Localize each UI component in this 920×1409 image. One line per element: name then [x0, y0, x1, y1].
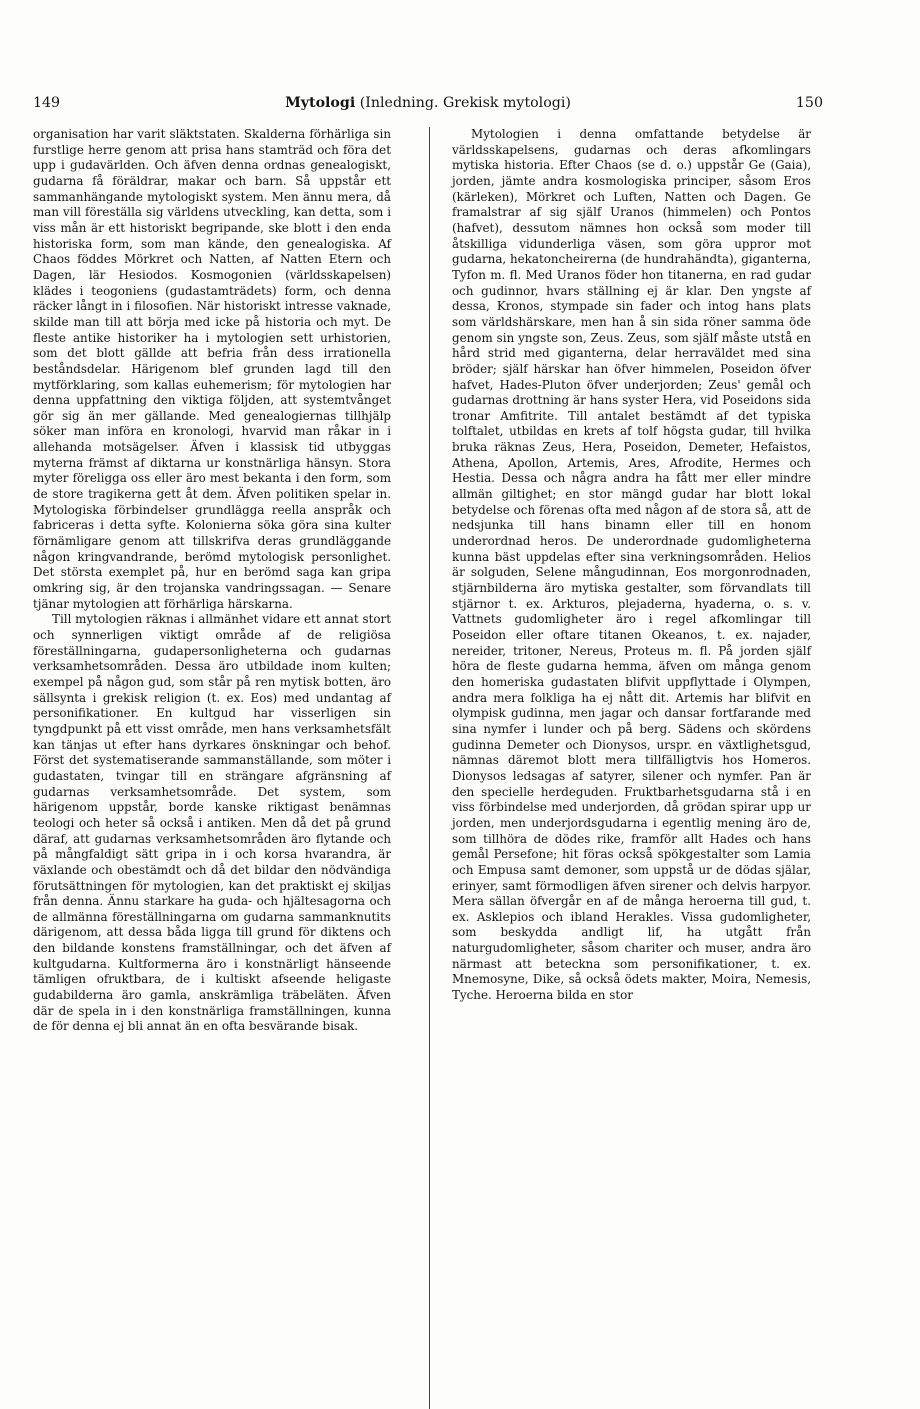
running-title: [33, 92, 823, 114]
running-title-sub: (Inledning. Grekisk mytologi): [359, 95, 571, 111]
page-number-left: 149: [33, 95, 61, 111]
running-title-main: Mytologi: [285, 95, 356, 111]
page-number-right: 150: [795, 95, 823, 111]
column-divider: [429, 127, 430, 1409]
left-paragraph-1: organisation har varit släktstaten. Skalderna förhärliga sin furstlige herre genom att prisa hans stamträd och föra det upp i gudavärlden. Och äfven denna ordnas genealogiskt, gudarna få föräldrar, makar och barn. Så uppstår ett sammanhängande mytologiskt system. Men ännu mera, då man vill föreställa sig världens utveckling, kan detta, som i viss mån är ett historiskt begripande, ske blott i den enda historiska form, som man kände, den genealogiska. Af Chaos föddes Mörkret och Natten, af Natten Etern och Dagen, lär Hesiodos. Kosmogonien (världsskapelsen) klädes i teogoniens (gudastamträdets) form, och denna räcker långt in i filosofien. När historiskt intresse vaknade, skilde man till att börja med icke på historia och myt. De fleste antike historiker ha i mytologien sett urhistorien, som det blott gällde att befria från dess irrationella beståndsdelar. Härigenom blef grunden lagd till den mytförklaring, som kallas euhemerism; för mytologien har denna uppfattning den viktiga följden, att systemtvånget gör sig än mer gällande. Med genealogiernas tillhjälp söker man införa en kronologi, hvarvid man råkar in i allehanda motsägelser. Äfven i klassisk tid utbyggas myterna främst af diktarna ur konstnärliga hänsyn. Stora myter föreligga oss eller äro mest bekanta i den form, som de store tragikerna gett åt dem. Äfven politiken spelar in. Mytologiska förbindelser grundlägga reella anspråk och fabriceras i detta syfte. Kolonierna söka göra sina kulter förnämligare genom att tillskrifva deras grundläggande någon kringvandrande, berömd mytologisk personlighet. Det största exemplet på, hur en berömd saga kan gripa omkring sig, är den trojanska vandringssagan. — Senare tjänar mytologien att förhärliga härskarna.: [33, 127, 391, 611]
right-paragraph-1: Mytologien i denna omfattande betydelse är världsskapelsens, gudarnas och deras afkomlingars mytiska historia. Efter Chaos (se d. o.) uppstår Ge (Gaia), jorden, jämte andra kosmologiska principer, såsom Eros (kärleken), Mörkret och Luften, Natten och Dagen. Ge framalstrar af sig själf Uranos (himmelen) och Pontos (hafvet), dessutom nämnes hon också som moder till åtskilliga vidunderliga väsen, som göra uppror mot gudarna, hekatoncheirerna (de hundrahändta), giganterna, Tyfon m. fl. Med Uranos föder hon titanerna, en rad gudar och gudinnor, hvars ställning ej är klar. Den yngste af dessa, Kronos, stympade sin fader och intog hans plats som världshärskare, men han å sin sida röner samma öde genom sin yngste son, Zeus. Zeus, som själf måste utstå en hård strid med giganterna, delar herraväldet med sina bröder; själf härskar han öfver himmelen, Poseidon öfver hafvet, Hades-Pluton öfver underjorden; Zeus' gemål och gudarnas drottning är hans syster Hera, vid Poseidons sida tronar Amfitrite. Till antalet bestämdt af det typiska tolftalet, utbildas en krets af tolf högsta gudar, till hvilka bruka räknas Zeus, Hera, Poseidon, Demeter, Hefaistos, Athena, Apollon, Artemis, Ares, Afrodite, Hermes och Hestia. Dessa och några andra ha fått mer eller mindre allmän giltighet; en stor mängd gudar har blott lokal betydelse och förenas ofta med någon af de stora så, att de nedsjunka till hans binamn eller till en honom underordnad heros. De underordnade gudomligheterna kunna bäst uppdelas efter sina verkningsområden. Helios är solguden, Selene mångudinnan, Eos morgonrodnaden, stjärnbilderna äro mytiska gestalter, som förvandlats till stjärnor t. ex. Arkturos, plejaderna, hyaderna, o. s. v. Vattnets gudomligheter äro i regel afkomlingar till Poseidon eller oftare titanen Okeanos, t. ex. najader, nereider, tritoner, Nereus, Proteus m. fl. På jorden själf höra de fleste gudarna hemma, äfven om många genom den homeriska gudastaten blifvit uppflyttade i Olympen, andra mera folkliga ha ej nått dit. Artemis har blifvit en olympisk gudinna, men jagar och dansar fortfarande med sina nymfer i lunder och på berg. Sädens och skördens gudinna Demeter och Dionysos, urspr. en växtlighetsgud, nämnas däremot blott mera tillfälligtvis hos Homeros. Dionysos ledsagas af satyrer, silener och nymfer. Pan är den specielle herdeguden. Fruktbarhetsgudarna stå i en viss förbindelse med underjorden, då grödan spirar upp ur jorden, men underjordsgudarna i egentlig mening äro de, som tillhöra de dödes rike, framför allt Hades och hans gemål Persefone; hit föras också spökgestalter som Lamia och Empusa samt demoner, som uppstå ur de dödas själar, erinyer, samt förmodligen äfven sirener och delvis harpyor. Mera sällan öfvergår en af de många heroerna till gud, t. ex. Asklepios och ibland Herakles. Vissa gudomligheter, som beskydda andligt lif, ha utgått från naturgudomligheter, såsom chariter och muser, andra äro närmast att beteckna som personifikationer, t. ex. Mnemosyne, Dike, så också ödets makter, Moira, Nemesis, Tyche. Heroerna bilda en stor: [452, 127, 811, 1003]
right-column: [452, 127, 811, 1004]
left-column: [33, 127, 391, 1035]
left-paragraph-2: Till mytologien räknas i allmänhet vidare ett annat stort och synnerligen viktigt område af de religiösa föreställningarna, gudapersonligheterna och gudarnas verksamhetsområden. Dessa äro utbildade inom kulten; exempel på någon gud, som står på ren mytisk botten, äro sällsynta i grekisk religion (t. ex. Eos) med undantag af personifikationer. En kultgud har visserligen sin tyngdpunkt på ett visst område, men hans verksamhetsfält kan tänjas ut efter hans dyrkares önskningar och behof. Först det systematiserande sammanställande, som möter i gudastaten, tvingar till en strängare afgränsning af gudarnas verksamhetsområde. Det system, som härigenom uppstår, borde kanske riktigast benämnas teologi och heter så också i antiken. Men då det på grund däraf, att gudarnas verksamhetsområden äro flytande och på mångfaldigt sätt gripa in i och korsa hvarandra, är växlande och obestämdt och då det bildar den nödvändiga förutsättningen för mytologien, kan det praktiskt ej skiljas från denna. Ännu starkare ha guda- och hjältesagorna och de allmänna föreställningarna om gudarna sammanknutits därigenom, att dessa båda ligga till grund för diktens och den bildande konstens framställningar, och det äfven af kultgudarna. Kultformerna äro i konstnärligt hänseende tämligen ofruktbara, de i kultiskt afseende heligaste gudabilderna äro gamla, anskrämliga träbeläten. Äfven där de spela in i den konstnärliga framställningen, kunna de för denna ej bli annat än en ofta besvärande bisak.: [33, 612, 391, 1034]
page-header: [33, 92, 823, 114]
